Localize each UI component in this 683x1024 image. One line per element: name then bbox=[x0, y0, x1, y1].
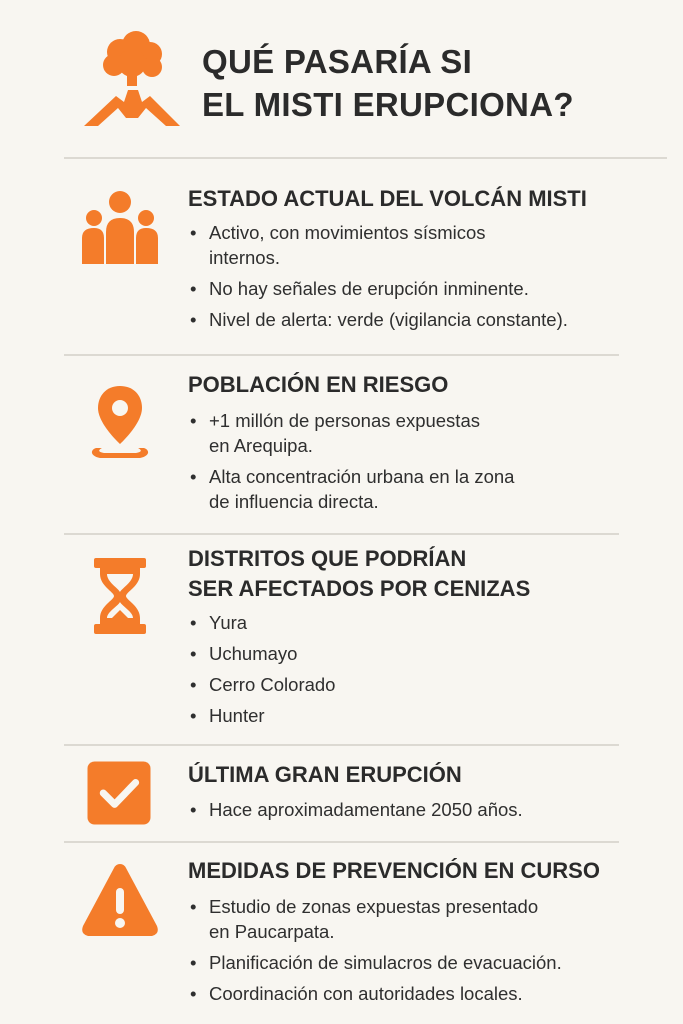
divider bbox=[64, 533, 619, 535]
location-pin-icon bbox=[80, 382, 160, 462]
bullet-list bbox=[188, 220, 568, 338]
list-item: • Hunter bbox=[188, 703, 335, 728]
list-item: • No hay señales de erupción inminente. bbox=[188, 276, 568, 301]
divider bbox=[64, 841, 619, 843]
list-item: • Planificación de simulacros de evacuación. bbox=[188, 950, 562, 975]
list-item: • Activo, con movimientos sísmicos internos. bbox=[188, 220, 568, 270]
section-medidas-prevencion bbox=[0, 848, 683, 1024]
list-item: • +1 millón de personas expuestas en Arequipa. bbox=[188, 408, 514, 458]
list-item: • Nivel de alerta: verde (vigilancia constante). bbox=[188, 307, 568, 332]
bullet-list bbox=[188, 610, 335, 734]
section-estado-actual bbox=[0, 170, 683, 355]
divider bbox=[64, 354, 619, 356]
section-title: ÚLTIMA GRAN ERUPCIÓN bbox=[188, 762, 462, 787]
bullet-list bbox=[188, 797, 523, 828]
page-title: QUÉ PASARÍA SI EL MISTI ERUPCIONA? bbox=[202, 43, 574, 123]
list-item: • Alta concentración urbana en la zona de influencia directa. bbox=[188, 464, 514, 514]
divider bbox=[64, 744, 619, 746]
bullet-list bbox=[188, 408, 514, 520]
header bbox=[0, 0, 683, 160]
section-title: POBLACIÓN EN RIESGO bbox=[188, 372, 449, 397]
volcano-icon bbox=[80, 30, 184, 130]
bullet-list bbox=[188, 894, 562, 1012]
warning-icon bbox=[80, 860, 160, 940]
list-item: • Estudio de zonas expuestas presentado en Paucarpata. bbox=[188, 894, 562, 944]
list-item: • Hace aproximadamentane 2050 años. bbox=[188, 797, 523, 822]
people-icon bbox=[80, 188, 160, 268]
list-item: • Yura bbox=[188, 610, 335, 635]
divider bbox=[64, 157, 667, 159]
section-ultima-erupcion bbox=[0, 750, 683, 840]
list-item: • Coordinación con autoridades locales. bbox=[188, 981, 562, 1006]
section-title: MEDIDAS DE PREVENCIÓN EN CURSO bbox=[188, 858, 600, 883]
hourglass-icon bbox=[80, 556, 160, 636]
list-item: • Cerro Colorado bbox=[188, 672, 335, 697]
section-title: ESTADO ACTUAL DEL VOLCÁN MISTI bbox=[188, 186, 587, 211]
checkbox-icon bbox=[84, 758, 154, 828]
section-title: DISTRITOS QUE PODRÍAN SER AFECTADOS POR CENIZAS bbox=[188, 546, 531, 601]
section-distritos bbox=[0, 540, 683, 742]
section-poblacion-riesgo bbox=[0, 360, 683, 532]
list-item: • Uchumayo bbox=[188, 641, 335, 666]
